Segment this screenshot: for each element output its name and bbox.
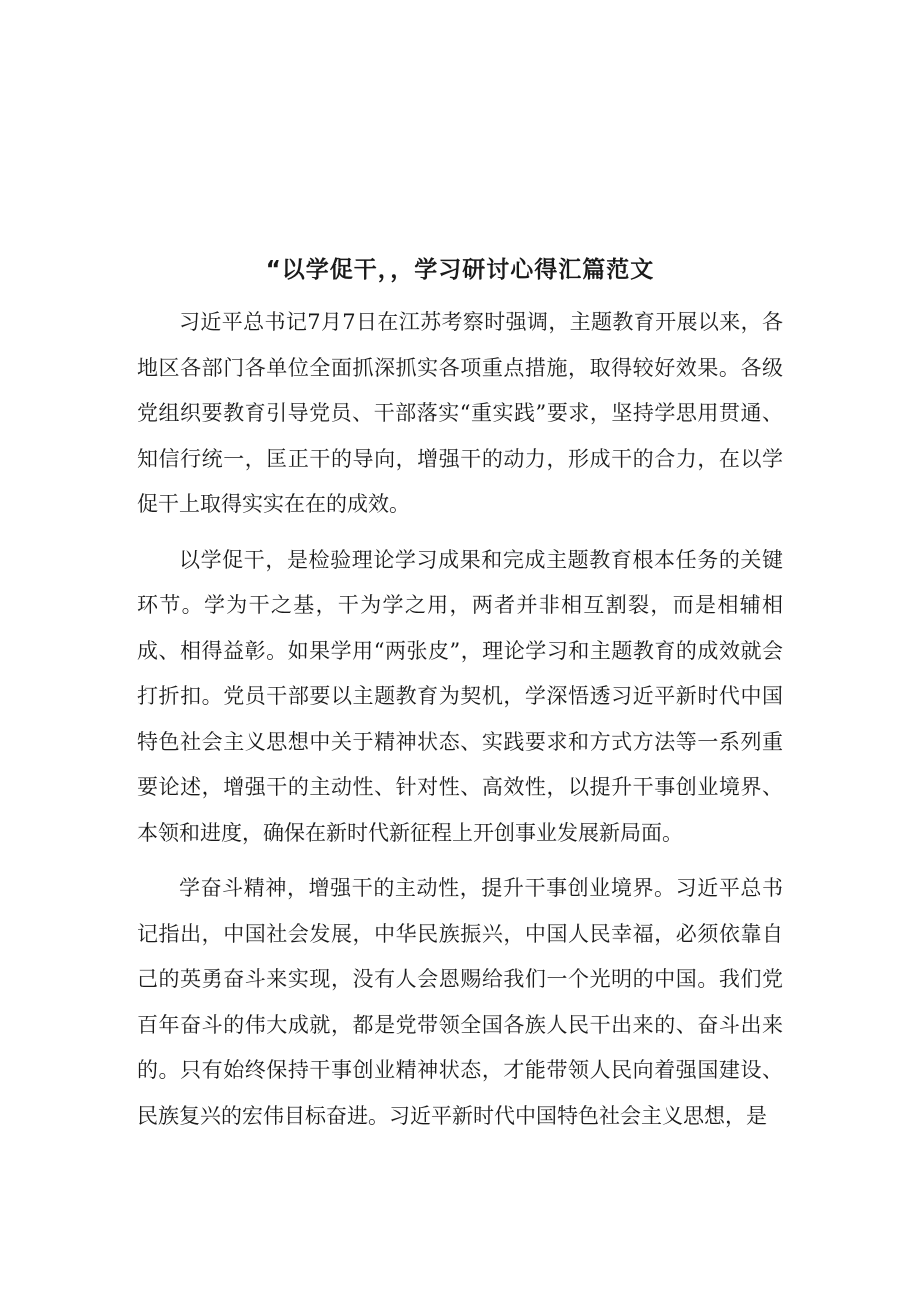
document-title: “以学促干，，学习研讨心得汇篇范文 [265, 257, 655, 283]
paragraph-2: 以学促干，是检验理论学习成果和完成主题教育根本任务的关键环节。学为干之基，干为学之用，两者并非相互割裂，而是相辅相成、相得益彰。如果学用“两张皮”，理论学习和主题教育的成效就会打折扣。党员干部要以主题教育为契机，学深悟透习近平新时代中国特色社会主义思想中关于精神状态、实践要求和方式方法等一系列重要论述，增强干的主动性、针对性、高效性，以提升干事创业境界、本领和进度，确保在新时代新征程上开创事业发展新局面。 [137, 547, 783, 845]
paragraph-1: 习近平总书记7月7日在江苏考察时强调，主题教育开展以来，各地区各部门各单位全面抓深抓实各项重点措施，取得较好效果。各级党组织要教育引导党员、干部落实“重实践”要求，坚持学思用贯通、知信行统一，匡正干的导向，增强干的动力，形成干的合力，在以学促干上取得实实在在的成效。 [137, 310, 783, 516]
document-body [137, 300, 783, 1149]
paragraph-3: 学奋斗精神，增强干的主动性，提升干事创业境界。习近平总书记指出，中国社会发展，中华民族振兴，中国人民幸福，必须依靠自己的英勇奋斗来实现，没有人会恩赐给我们一个光明的中国。我们党百年奋斗的伟大成就，都是党带领全国各族人民干出来的、奋斗出来的。只有始终保持干事创业精神状态，才能带领人民向着强国建设、民族复兴的宏伟目标奋进。习近平新时代中国特色社会主义思想，是 [137, 876, 783, 1128]
